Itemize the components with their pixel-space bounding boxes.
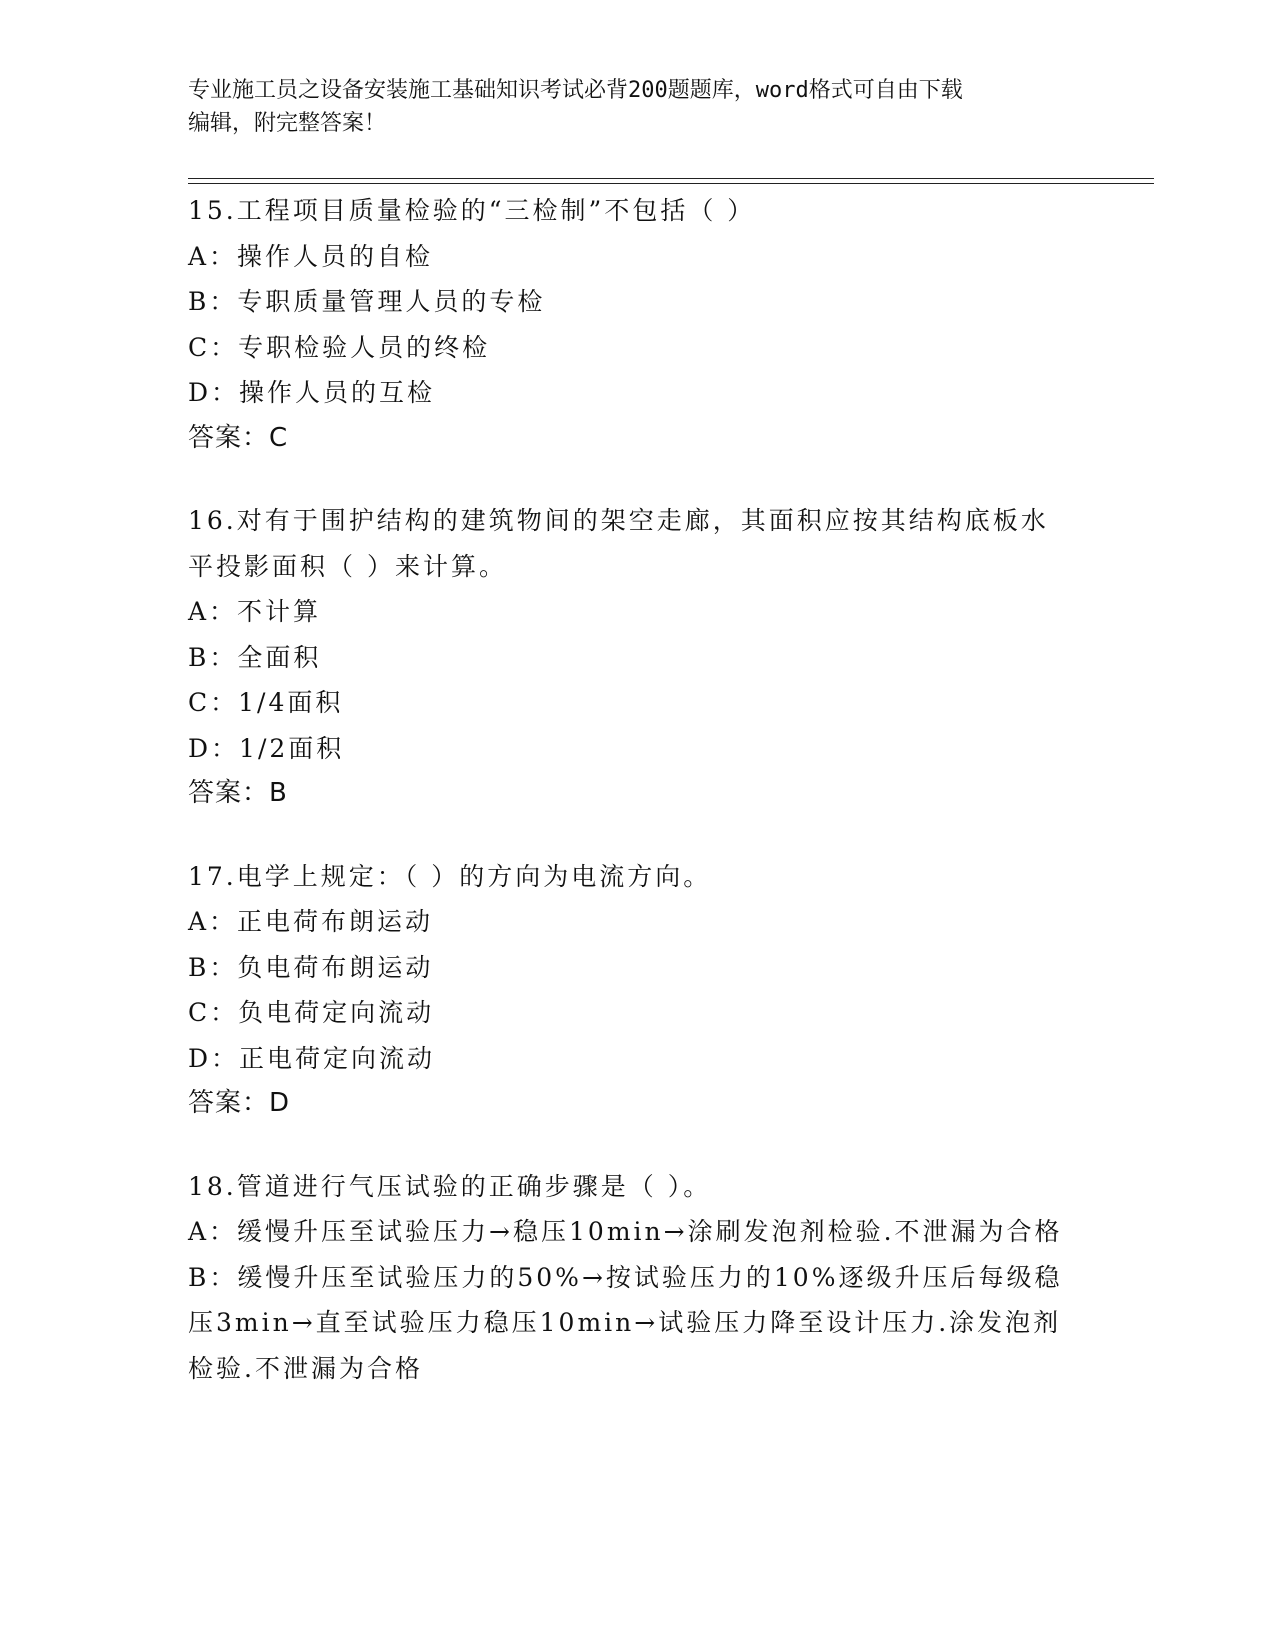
option-b: B：全面积 <box>188 642 322 672</box>
option-d: D：操作人员的互检 <box>188 378 436 407</box>
option-b: B：缓慢升压至试验压力的50%→按试验压力的10%逐级升压后每级稳 <box>188 1262 1063 1292</box>
question-stem: 15.工程项目质量检验的“三检制”不包括（ ） <box>188 196 756 225</box>
question-16 <box>188 498 1088 817</box>
answer-text: 答案：C <box>188 422 289 453</box>
question-stem: 17.电学上规定：（ ）的方向为电流方向。 <box>188 861 712 891</box>
header-divider-top <box>188 178 1154 179</box>
option-a: A：缓慢升压至试验压力→稳压10min→涂刷发泡剂检验.不泄漏为合格 <box>188 1217 1063 1246</box>
answer-text: 答案：D <box>188 1088 291 1118</box>
header-line-1: 专业施工员之设备安装施工基础知识考试必背200题题库，word格式可自由下载 <box>188 78 963 103</box>
option-d: D：正电荷定向流动 <box>188 1043 436 1073</box>
question-stem: 18.管道进行气压试验的正确步骤是（ ）。 <box>188 1171 712 1201</box>
option-d: D：1/2面积 <box>188 733 345 763</box>
header-divider-bottom <box>188 183 1154 184</box>
option-a: A：不计算 <box>188 597 322 626</box>
question-stem: 16.对有于围护结构的建筑物间的架空走廊，其面积应按其结构底板水 <box>188 506 1049 535</box>
option-b: B：负电荷布朗运动 <box>188 952 434 982</box>
option-a: A：操作人员的自检 <box>188 241 434 271</box>
option-b-continued: 压3min→直至试验压力稳压10min→试验压力降至设计压力.涂发泡剂 <box>188 1308 1062 1337</box>
question-list <box>188 188 1088 1428</box>
question-17 <box>188 854 1088 1127</box>
option-b: B：专职质量管理人员的专检 <box>188 287 546 316</box>
option-c: C：负电荷定向流动 <box>188 998 435 1027</box>
option-a: A：正电荷布朗运动 <box>188 907 434 936</box>
option-c: C：专职检验人员的终检 <box>188 332 491 362</box>
document-header <box>188 74 1068 140</box>
header-line-2: 编辑，附完整答案！ <box>188 111 387 136</box>
answer-text: 答案：B <box>188 778 288 808</box>
question-15 <box>188 188 1088 461</box>
option-c: C：1/4面积 <box>188 688 344 717</box>
question-stem-continued: 平投影面积（ ）来计算。 <box>188 551 507 581</box>
option-b-continued-2: 检验.不泄漏为合格 <box>188 1353 423 1383</box>
question-18 <box>188 1164 1088 1392</box>
